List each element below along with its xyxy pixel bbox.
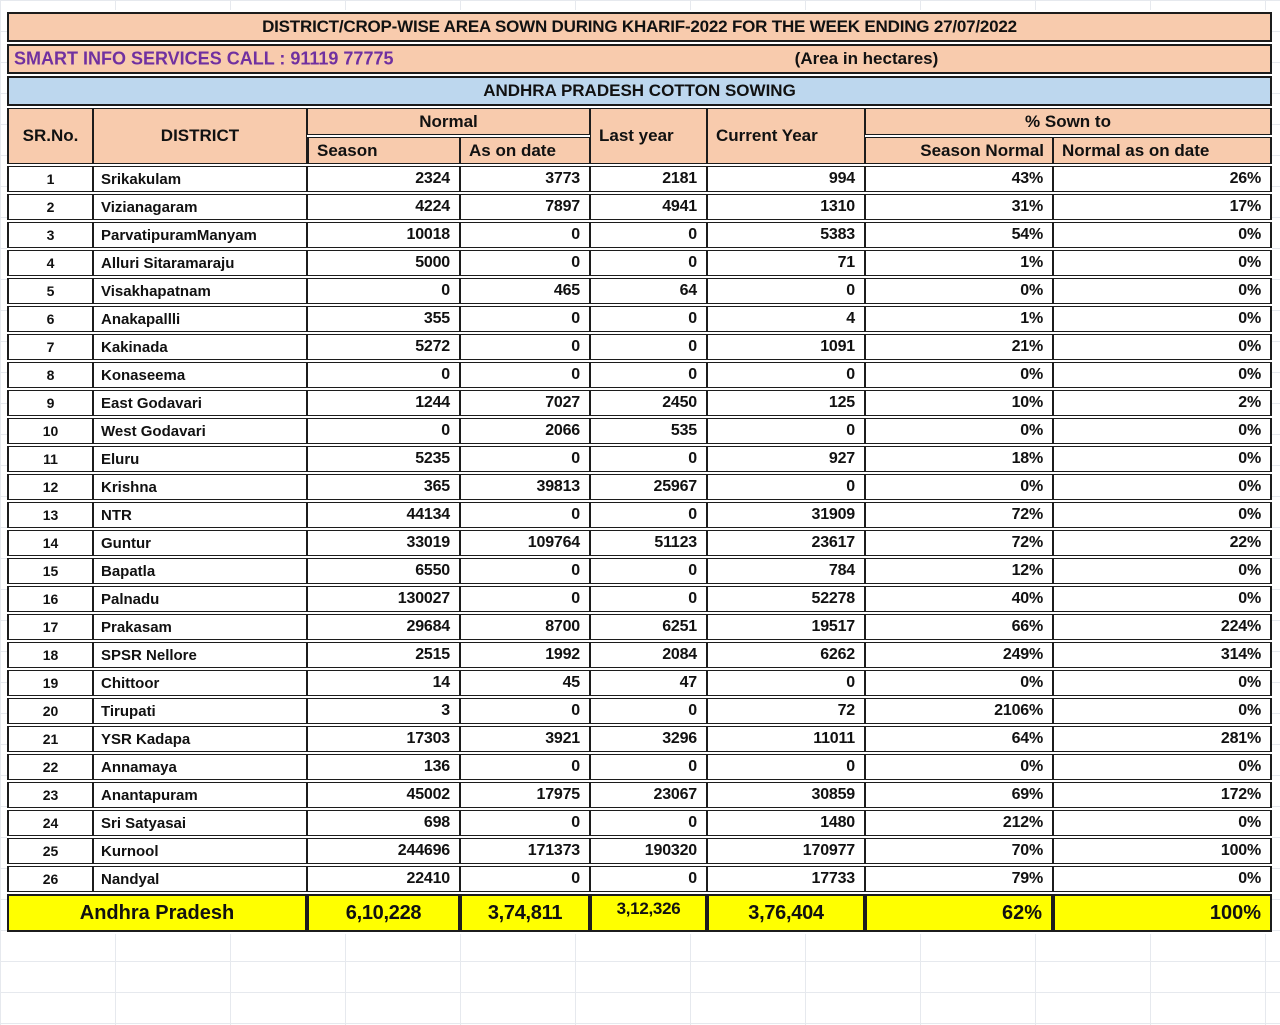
district-row bbox=[7, 670, 1272, 696]
normal-season-cell: 44134 bbox=[307, 502, 460, 528]
sr-no-cell: 12 bbox=[7, 474, 93, 500]
current-year-cell: 30859 bbox=[707, 782, 865, 808]
normal-season-cell: 5272 bbox=[307, 334, 460, 360]
district-row bbox=[7, 390, 1272, 416]
normal-as-on-date-cell: 0 bbox=[460, 334, 590, 360]
info-bar-content bbox=[9, 46, 1270, 72]
district-name-cell: YSR Kadapa bbox=[93, 726, 307, 752]
normal-season-cell: 6550 bbox=[307, 558, 460, 584]
last-year-cell: 51123 bbox=[590, 530, 707, 556]
last-year-cell: 0 bbox=[590, 250, 707, 276]
district-row bbox=[7, 194, 1272, 220]
sr-no-cell: 6 bbox=[7, 306, 93, 332]
normal-season-cell: 0 bbox=[307, 362, 460, 388]
sr-no-cell: 23 bbox=[7, 782, 93, 808]
pct-normal-as-on-date-cell: 22% bbox=[1053, 530, 1272, 556]
current-year-cell: 994 bbox=[707, 166, 865, 192]
last-year-cell: 25967 bbox=[590, 474, 707, 500]
last-year-cell: 0 bbox=[590, 810, 707, 836]
current-year-cell: 23617 bbox=[707, 530, 865, 556]
sr-no-cell: 11 bbox=[7, 446, 93, 472]
pct-normal-as-on-date-cell: 0% bbox=[1053, 278, 1272, 304]
sr-no-cell: 5 bbox=[7, 278, 93, 304]
district-row bbox=[7, 306, 1272, 332]
total-normal-as-on-date-pct: 100% bbox=[1053, 894, 1272, 932]
normal-as-on-date-cell: 2066 bbox=[460, 418, 590, 444]
col-header-season-normal: Season Normal bbox=[865, 137, 1053, 164]
total-last-year: 3,12,326 bbox=[590, 894, 707, 932]
current-year-cell: 72 bbox=[707, 698, 865, 724]
normal-as-on-date-cell: 0 bbox=[460, 866, 590, 892]
spreadsheet-report bbox=[7, 10, 1272, 934]
column-group-header-row bbox=[7, 108, 1272, 135]
district-row bbox=[7, 754, 1272, 780]
normal-season-cell: 3 bbox=[307, 698, 460, 724]
normal-season-cell: 0 bbox=[307, 278, 460, 304]
pct-season-normal-cell: 79% bbox=[865, 866, 1053, 892]
pct-normal-as-on-date-cell: 172% bbox=[1053, 782, 1272, 808]
normal-as-on-date-cell: 0 bbox=[460, 446, 590, 472]
col-header-srno: SR.No. bbox=[7, 108, 93, 164]
pct-normal-as-on-date-cell: 0% bbox=[1053, 670, 1272, 696]
normal-season-cell: 22410 bbox=[307, 866, 460, 892]
sr-no-cell: 7 bbox=[7, 334, 93, 360]
pct-season-normal-cell: 43% bbox=[865, 166, 1053, 192]
normal-season-cell: 14 bbox=[307, 670, 460, 696]
col-header-district: DISTRICT bbox=[93, 108, 307, 164]
pct-season-normal-cell: 1% bbox=[865, 306, 1053, 332]
district-name-cell: Guntur bbox=[93, 530, 307, 556]
last-year-cell: 0 bbox=[590, 446, 707, 472]
pct-season-normal-cell: 12% bbox=[865, 558, 1053, 584]
pct-season-normal-cell: 249% bbox=[865, 642, 1053, 668]
district-name-cell: Vizianagaram bbox=[93, 194, 307, 220]
district-name-cell: Visakhapatnam bbox=[93, 278, 307, 304]
pct-season-normal-cell: 54% bbox=[865, 222, 1053, 248]
pct-season-normal-cell: 0% bbox=[865, 278, 1053, 304]
last-year-cell: 535 bbox=[590, 418, 707, 444]
normal-as-on-date-cell: 0 bbox=[460, 306, 590, 332]
district-name-cell: SPSR Nellore bbox=[93, 642, 307, 668]
pct-normal-as-on-date-cell: 0% bbox=[1053, 362, 1272, 388]
district-name-cell: West Godavari bbox=[93, 418, 307, 444]
last-year-cell: 0 bbox=[590, 754, 707, 780]
pct-season-normal-cell: 0% bbox=[865, 670, 1053, 696]
district-name-cell: Chittoor bbox=[93, 670, 307, 696]
district-name-cell: Anantapuram bbox=[93, 782, 307, 808]
total-current-year: 3,76,404 bbox=[707, 894, 865, 932]
col-header-current-year: Current Year bbox=[707, 108, 865, 164]
normal-season-cell: 17303 bbox=[307, 726, 460, 752]
sr-no-cell: 18 bbox=[7, 642, 93, 668]
pct-season-normal-cell: 21% bbox=[865, 334, 1053, 360]
normal-as-on-date-cell: 0 bbox=[460, 698, 590, 724]
pct-normal-as-on-date-cell: 17% bbox=[1053, 194, 1272, 220]
pct-normal-as-on-date-cell: 0% bbox=[1053, 754, 1272, 780]
district-row bbox=[7, 866, 1272, 892]
current-year-cell: 1480 bbox=[707, 810, 865, 836]
last-year-cell: 23067 bbox=[590, 782, 707, 808]
report-subtitle: ANDHRA PRADESH COTTON SOWING bbox=[7, 76, 1272, 106]
sr-no-cell: 2 bbox=[7, 194, 93, 220]
pct-season-normal-cell: 72% bbox=[865, 530, 1053, 556]
sr-no-cell: 4 bbox=[7, 250, 93, 276]
info-bar bbox=[7, 44, 1272, 74]
pct-normal-as-on-date-cell: 0% bbox=[1053, 586, 1272, 612]
pct-normal-as-on-date-cell: 26% bbox=[1053, 166, 1272, 192]
pct-normal-as-on-date-cell: 0% bbox=[1053, 446, 1272, 472]
sr-no-cell: 3 bbox=[7, 222, 93, 248]
district-name-cell: Nandyal bbox=[93, 866, 307, 892]
normal-as-on-date-cell: 1992 bbox=[460, 642, 590, 668]
normal-as-on-date-cell: 0 bbox=[460, 222, 590, 248]
normal-season-cell: 29684 bbox=[307, 614, 460, 640]
last-year-cell: 4941 bbox=[590, 194, 707, 220]
district-row bbox=[7, 726, 1272, 752]
district-name-cell: Krishna bbox=[93, 474, 307, 500]
pct-season-normal-cell: 31% bbox=[865, 194, 1053, 220]
current-year-cell: 11011 bbox=[707, 726, 865, 752]
pct-normal-as-on-date-cell: 0% bbox=[1053, 474, 1272, 500]
pct-season-normal-cell: 40% bbox=[865, 586, 1053, 612]
pct-season-normal-cell: 0% bbox=[865, 754, 1053, 780]
state-total-row bbox=[7, 894, 1272, 932]
sr-no-cell: 14 bbox=[7, 530, 93, 556]
pct-normal-as-on-date-cell: 281% bbox=[1053, 726, 1272, 752]
district-name-cell: Eluru bbox=[93, 446, 307, 472]
sr-no-cell: 20 bbox=[7, 698, 93, 724]
col-header-season: Season bbox=[307, 137, 460, 164]
last-year-cell: 0 bbox=[590, 698, 707, 724]
pct-normal-as-on-date-cell: 0% bbox=[1053, 558, 1272, 584]
pct-season-normal-cell: 70% bbox=[865, 838, 1053, 864]
current-year-cell: 1091 bbox=[707, 334, 865, 360]
subtitle-row bbox=[7, 76, 1272, 106]
col-group-normal: Normal bbox=[307, 108, 590, 135]
district-row bbox=[7, 810, 1272, 836]
current-year-cell: 0 bbox=[707, 670, 865, 696]
district-name-cell: Prakasam bbox=[93, 614, 307, 640]
total-as-on-date: 3,74,811 bbox=[460, 894, 590, 932]
report-title: DISTRICT/CROP-WISE AREA SOWN DURING KHARIF-2022 FOR THE WEEK ENDING 27/07/2022 bbox=[7, 12, 1272, 42]
normal-as-on-date-cell: 109764 bbox=[460, 530, 590, 556]
normal-season-cell: 2515 bbox=[307, 642, 460, 668]
pct-normal-as-on-date-cell: 0% bbox=[1053, 418, 1272, 444]
last-year-cell: 0 bbox=[590, 866, 707, 892]
district-row bbox=[7, 222, 1272, 248]
sr-no-cell: 1 bbox=[7, 166, 93, 192]
normal-as-on-date-cell: 7027 bbox=[460, 390, 590, 416]
pct-normal-as-on-date-cell: 0% bbox=[1053, 698, 1272, 724]
district-name-cell: ParvatipuramManyam bbox=[93, 222, 307, 248]
last-year-cell: 0 bbox=[590, 362, 707, 388]
current-year-cell: 4 bbox=[707, 306, 865, 332]
current-year-cell: 71 bbox=[707, 250, 865, 276]
normal-season-cell: 136 bbox=[307, 754, 460, 780]
col-header-as-on-date: As on date bbox=[460, 137, 590, 164]
last-year-cell: 3296 bbox=[590, 726, 707, 752]
normal-as-on-date-cell: 3921 bbox=[460, 726, 590, 752]
district-name-cell: Sri Satyasai bbox=[93, 810, 307, 836]
district-name-cell: Tirupati bbox=[93, 698, 307, 724]
current-year-cell: 31909 bbox=[707, 502, 865, 528]
normal-as-on-date-cell: 45 bbox=[460, 670, 590, 696]
pct-normal-as-on-date-cell: 0% bbox=[1053, 250, 1272, 276]
normal-season-cell: 5235 bbox=[307, 446, 460, 472]
district-row bbox=[7, 502, 1272, 528]
pct-normal-as-on-date-cell: 0% bbox=[1053, 502, 1272, 528]
district-row bbox=[7, 278, 1272, 304]
current-year-cell: 125 bbox=[707, 390, 865, 416]
normal-season-cell: 33019 bbox=[307, 530, 460, 556]
district-row bbox=[7, 418, 1272, 444]
last-year-cell: 47 bbox=[590, 670, 707, 696]
normal-as-on-date-cell: 465 bbox=[460, 278, 590, 304]
normal-season-cell: 698 bbox=[307, 810, 460, 836]
district-row bbox=[7, 698, 1272, 724]
normal-as-on-date-cell: 8700 bbox=[460, 614, 590, 640]
district-row bbox=[7, 446, 1272, 472]
normal-season-cell: 365 bbox=[307, 474, 460, 500]
sr-no-cell: 15 bbox=[7, 558, 93, 584]
district-row bbox=[7, 614, 1272, 640]
normal-season-cell: 244696 bbox=[307, 838, 460, 864]
sr-no-cell: 21 bbox=[7, 726, 93, 752]
pct-season-normal-cell: 64% bbox=[865, 726, 1053, 752]
sr-no-cell: 8 bbox=[7, 362, 93, 388]
sr-no-cell: 13 bbox=[7, 502, 93, 528]
normal-as-on-date-cell: 17975 bbox=[460, 782, 590, 808]
district-row bbox=[7, 642, 1272, 668]
pct-normal-as-on-date-cell: 0% bbox=[1053, 222, 1272, 248]
current-year-cell: 19517 bbox=[707, 614, 865, 640]
pct-normal-as-on-date-cell: 2% bbox=[1053, 390, 1272, 416]
pct-season-normal-cell: 212% bbox=[865, 810, 1053, 836]
district-name-cell: Konaseema bbox=[93, 362, 307, 388]
area-sown-table bbox=[7, 10, 1272, 934]
state-total-label: Andhra Pradesh bbox=[7, 894, 307, 932]
district-row bbox=[7, 362, 1272, 388]
district-row bbox=[7, 782, 1272, 808]
normal-season-cell: 1244 bbox=[307, 390, 460, 416]
sr-no-cell: 25 bbox=[7, 838, 93, 864]
normal-season-cell: 5000 bbox=[307, 250, 460, 276]
current-year-cell: 1310 bbox=[707, 194, 865, 220]
last-year-cell: 0 bbox=[590, 502, 707, 528]
current-year-cell: 927 bbox=[707, 446, 865, 472]
current-year-cell: 784 bbox=[707, 558, 865, 584]
pct-normal-as-on-date-cell: 0% bbox=[1053, 810, 1272, 836]
pct-season-normal-cell: 72% bbox=[865, 502, 1053, 528]
district-name-cell: Kakinada bbox=[93, 334, 307, 360]
district-name-cell: Alluri Sitaramaraju bbox=[93, 250, 307, 276]
pct-season-normal-cell: 0% bbox=[865, 362, 1053, 388]
title-row bbox=[7, 12, 1272, 42]
normal-season-cell: 0 bbox=[307, 418, 460, 444]
last-year-cell: 0 bbox=[590, 222, 707, 248]
area-unit-note: (Area in hectares) bbox=[794, 49, 939, 68]
normal-season-cell: 355 bbox=[307, 306, 460, 332]
district-name-cell: Palnadu bbox=[93, 586, 307, 612]
normal-as-on-date-cell: 0 bbox=[460, 754, 590, 780]
district-name-cell: Srikakulam bbox=[93, 166, 307, 192]
district-row bbox=[7, 474, 1272, 500]
last-year-cell: 2181 bbox=[590, 166, 707, 192]
last-year-cell: 6251 bbox=[590, 614, 707, 640]
sr-no-cell: 10 bbox=[7, 418, 93, 444]
normal-season-cell: 2324 bbox=[307, 166, 460, 192]
pct-normal-as-on-date-cell: 314% bbox=[1053, 642, 1272, 668]
normal-as-on-date-cell: 0 bbox=[460, 586, 590, 612]
normal-season-cell: 45002 bbox=[307, 782, 460, 808]
last-year-cell: 0 bbox=[590, 558, 707, 584]
pct-normal-as-on-date-cell: 0% bbox=[1053, 334, 1272, 360]
last-year-cell: 0 bbox=[590, 334, 707, 360]
current-year-cell: 5383 bbox=[707, 222, 865, 248]
pct-season-normal-cell: 66% bbox=[865, 614, 1053, 640]
last-year-cell: 64 bbox=[590, 278, 707, 304]
current-year-cell: 0 bbox=[707, 474, 865, 500]
pct-normal-as-on-date-cell: 100% bbox=[1053, 838, 1272, 864]
current-year-cell: 0 bbox=[707, 278, 865, 304]
service-contact-text: SMART INFO SERVICES CALL : 91119 77775 bbox=[14, 48, 394, 69]
district-row bbox=[7, 558, 1272, 584]
normal-as-on-date-cell: 0 bbox=[460, 558, 590, 584]
pct-season-normal-cell: 1% bbox=[865, 250, 1053, 276]
sr-no-cell: 26 bbox=[7, 866, 93, 892]
district-name-cell: East Godavari bbox=[93, 390, 307, 416]
district-name-cell: NTR bbox=[93, 502, 307, 528]
district-name-cell: Annamaya bbox=[93, 754, 307, 780]
sr-no-cell: 24 bbox=[7, 810, 93, 836]
pct-season-normal-cell: 10% bbox=[865, 390, 1053, 416]
pct-normal-as-on-date-cell: 224% bbox=[1053, 614, 1272, 640]
district-row bbox=[7, 586, 1272, 612]
district-name-cell: Bapatla bbox=[93, 558, 307, 584]
last-year-cell: 0 bbox=[590, 586, 707, 612]
normal-as-on-date-cell: 171373 bbox=[460, 838, 590, 864]
district-row bbox=[7, 530, 1272, 556]
district-row bbox=[7, 334, 1272, 360]
last-year-cell: 0 bbox=[590, 306, 707, 332]
normal-as-on-date-cell: 0 bbox=[460, 810, 590, 836]
current-year-cell: 0 bbox=[707, 362, 865, 388]
district-row bbox=[7, 250, 1272, 276]
pct-season-normal-cell: 0% bbox=[865, 418, 1053, 444]
normal-season-cell: 10018 bbox=[307, 222, 460, 248]
normal-season-cell: 130027 bbox=[307, 586, 460, 612]
info-row bbox=[7, 44, 1272, 74]
current-year-cell: 0 bbox=[707, 418, 865, 444]
sr-no-cell: 19 bbox=[7, 670, 93, 696]
pct-season-normal-cell: 2106% bbox=[865, 698, 1053, 724]
current-year-cell: 170977 bbox=[707, 838, 865, 864]
district-row bbox=[7, 838, 1272, 864]
district-rows bbox=[7, 166, 1272, 892]
normal-as-on-date-cell: 0 bbox=[460, 362, 590, 388]
sr-no-cell: 9 bbox=[7, 390, 93, 416]
pct-season-normal-cell: 18% bbox=[865, 446, 1053, 472]
col-header-last-year: Last year bbox=[590, 108, 707, 164]
current-year-cell: 17733 bbox=[707, 866, 865, 892]
sr-no-cell: 17 bbox=[7, 614, 93, 640]
sr-no-cell: 22 bbox=[7, 754, 93, 780]
pct-season-normal-cell: 0% bbox=[865, 474, 1053, 500]
last-year-cell: 190320 bbox=[590, 838, 707, 864]
current-year-cell: 0 bbox=[707, 754, 865, 780]
sr-no-cell: 16 bbox=[7, 586, 93, 612]
total-season: 6,10,228 bbox=[307, 894, 460, 932]
last-year-cell: 2084 bbox=[590, 642, 707, 668]
current-year-cell: 6262 bbox=[707, 642, 865, 668]
district-row bbox=[7, 166, 1272, 192]
pct-normal-as-on-date-cell: 0% bbox=[1053, 866, 1272, 892]
col-group-pct-sown: % Sown to bbox=[865, 108, 1272, 135]
col-header-normal-as-on-date: Normal as on date bbox=[1053, 137, 1272, 164]
pct-season-normal-cell: 69% bbox=[865, 782, 1053, 808]
normal-as-on-date-cell: 7897 bbox=[460, 194, 590, 220]
district-name-cell: Kurnool bbox=[93, 838, 307, 864]
last-year-cell: 2450 bbox=[590, 390, 707, 416]
normal-as-on-date-cell: 39813 bbox=[460, 474, 590, 500]
pct-normal-as-on-date-cell: 0% bbox=[1053, 306, 1272, 332]
normal-as-on-date-cell: 0 bbox=[460, 250, 590, 276]
district-name-cell: Anakapallli bbox=[93, 306, 307, 332]
normal-as-on-date-cell: 0 bbox=[460, 502, 590, 528]
normal-as-on-date-cell: 3773 bbox=[460, 166, 590, 192]
total-season-normal-pct: 62% bbox=[865, 894, 1053, 932]
normal-season-cell: 4224 bbox=[307, 194, 460, 220]
current-year-cell: 52278 bbox=[707, 586, 865, 612]
